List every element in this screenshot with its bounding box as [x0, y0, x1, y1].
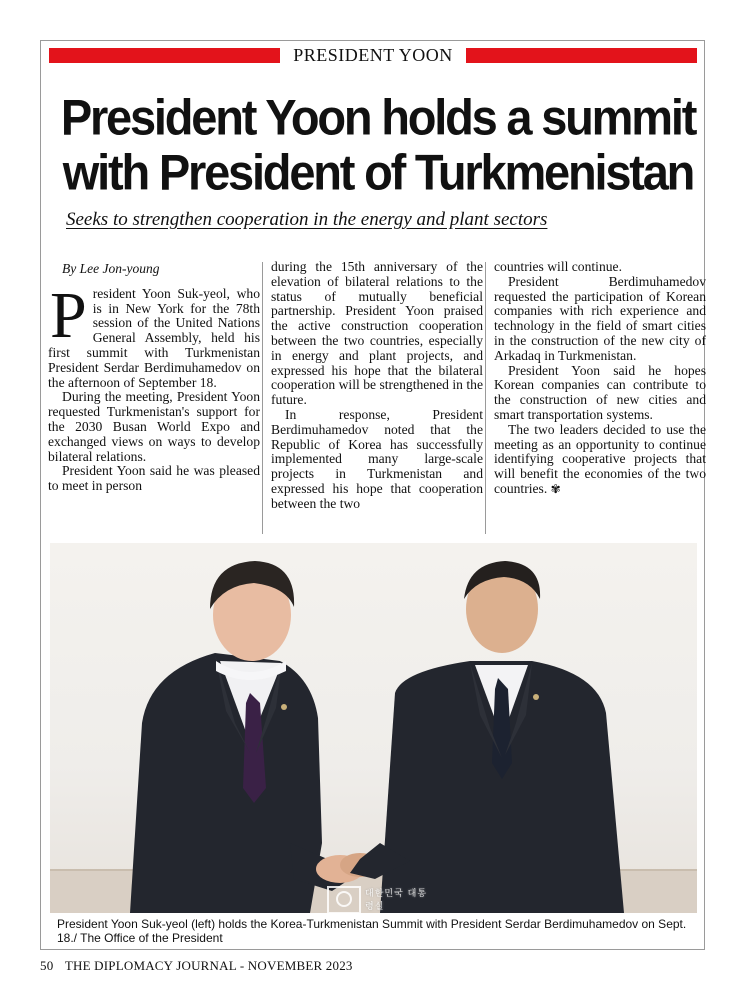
- section-banner: [49, 46, 697, 64]
- presidential-seal-watermark: [320, 883, 430, 913]
- publication-name: THE DIPLOMACY JOURNAL - NOVEMBER 2023: [64, 958, 353, 973]
- end-mark-icon: ✾: [550, 481, 561, 496]
- column-divider: [485, 262, 486, 534]
- photo-caption: President Yoon Suk-yeol (left) holds the Korea-Turkmenistan Summit with President Serdar Berdimuhamedov on Sept. 18./ The Office of the President: [57, 917, 687, 945]
- drop-cap: P: [50, 278, 87, 352]
- headline: President Yoon holds a summit with President of Turkmenistan: [60, 88, 696, 201]
- article-paragraph: President Berdimuhamedov requested the participation of Korean companies with rich experience and technology in the field of smart cities in the construction of the new city of Arkadaq in Turkmenistan.: [494, 273, 706, 363]
- article-paragraph: President Yoon said he hopes Korean companies can contribute to the construction of new cities and smart transportation systems.: [494, 362, 706, 422]
- section-label: PRESIDENT YOON: [293, 45, 453, 65]
- paragraph-text: The two leaders decided to use the meeting as an opportunity to continue identifying cooperative projects that will benefit the economies of the two countries.: [494, 421, 706, 496]
- article-column-3: [494, 260, 706, 497]
- article-paragraph: during the 15th anniversary of the elevation of bilateral relations to the status of mutually beneficial partnership. President Yoon praised the active construction cooperation between the two countries, especially in energy and plant projects, and expressed his hope that the bilateral cooperation will be strengthened in the future.: [271, 259, 483, 408]
- president-berdimuhamedov-figure: [380, 561, 624, 913]
- summit-photo: [50, 543, 697, 913]
- section-bar-left: [49, 48, 280, 63]
- article-paragraph: During the meeting, President Yoon requested Turkmenistan's support for the 2030 Busan World Expo and exchanged views on ways to develop bilateral relations.: [48, 389, 260, 464]
- article-paragraph: countries will continue.: [494, 259, 622, 274]
- article-paragraph: In response, President Berdimuhamedov noted that the Republic of Korea has successfully implemented many large-scale projects in Turkmenistan and expressed his hope that cooperation between the two: [271, 406, 483, 511]
- article-paragraph: [48, 278, 260, 391]
- article-paragraph: President Yoon said he was pleased to meet in person: [48, 463, 260, 494]
- byline: By Lee Jon-young: [62, 261, 160, 276]
- article-column-1: [48, 260, 260, 494]
- page-footer: [40, 958, 353, 974]
- article-column-2: [271, 260, 483, 512]
- article-paragraph: [494, 423, 706, 497]
- subheadline: Seeks to strengthen cooperation in the energy and plant sectors: [66, 209, 548, 230]
- paragraph-text: resident Yoon Suk-yeol, who is in New York for the 78th session of the United Nations General Assembly, held his first summit with Turkmenistan President Serdar Berdimuhamedov on the afternoon of September 18.: [48, 285, 260, 390]
- summit-illustration: [50, 543, 697, 913]
- column-divider: [262, 262, 263, 534]
- page-number: 50: [40, 958, 54, 973]
- seal-icon: [326, 883, 362, 913]
- section-bar-right: [466, 48, 697, 63]
- watermark-text: 대한민국 대통령실: [365, 889, 428, 912]
